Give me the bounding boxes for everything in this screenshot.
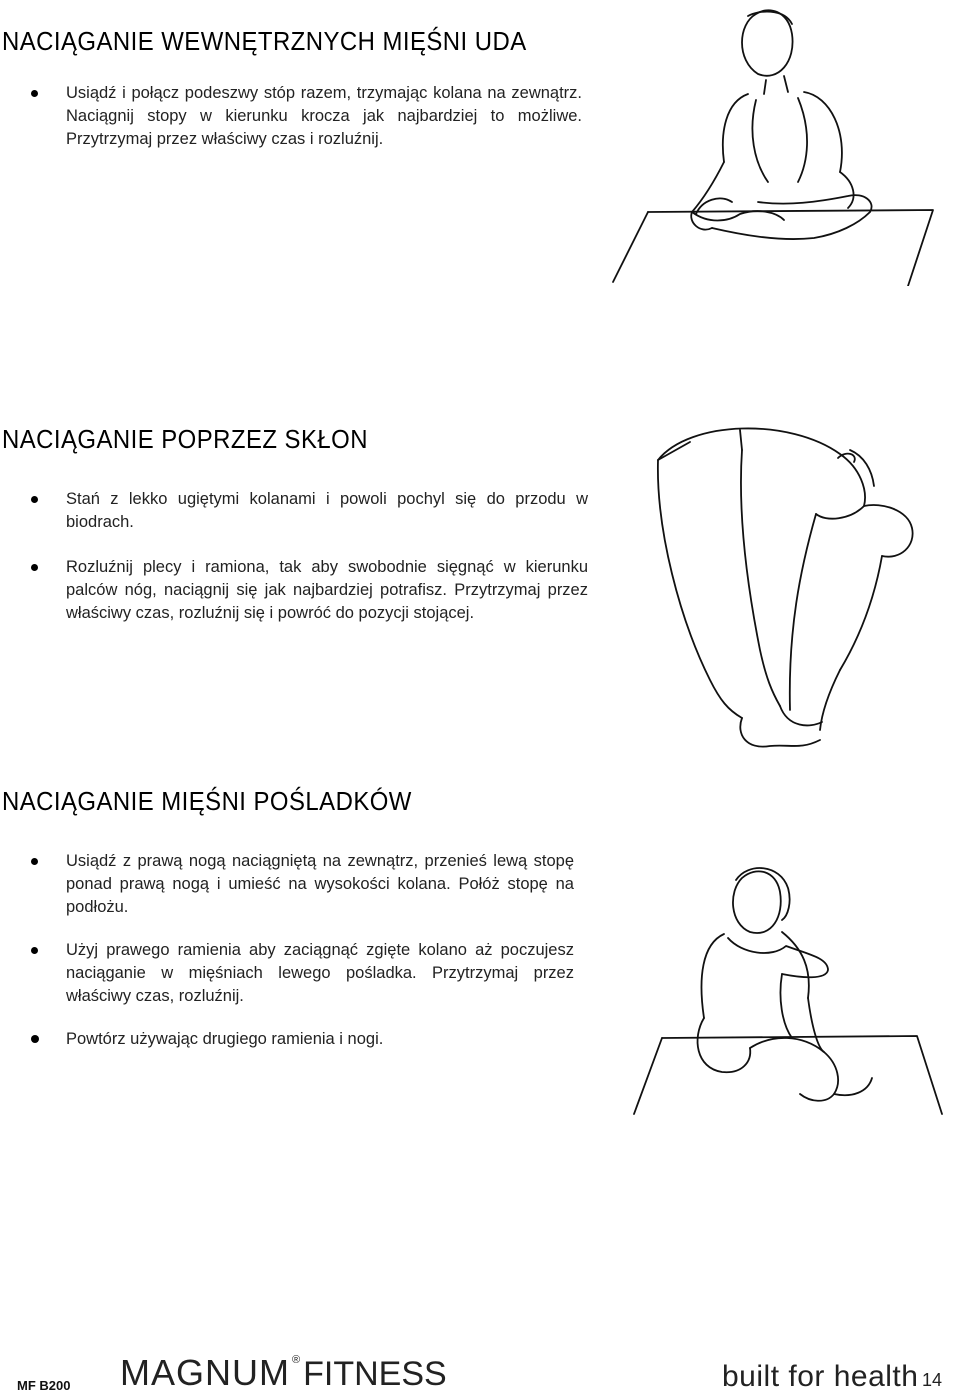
bullet-icon <box>31 90 38 97</box>
tagline: built for health <box>722 1360 919 1393</box>
seated-glute-stretch-illustration <box>632 858 944 1116</box>
section-title-glutes: NACIĄGANIE MIĘŚNI POŚLADKÓW <box>2 786 412 816</box>
registered-mark: ® <box>292 1354 302 1366</box>
list-item: Powtórz używając drugiego ramienia i nogi. <box>30 1028 574 1051</box>
bullet-list-forward-bend <box>30 488 588 625</box>
bullet-icon <box>31 858 38 865</box>
bullet-list-glutes <box>30 850 574 1051</box>
section-title-inner-thigh: NACIĄGANIE WEWNĘTRZNYCH MIĘŚNI UDA <box>2 26 527 56</box>
bullet-icon <box>31 564 38 571</box>
brand-magnum: MAGNUM <box>120 1352 290 1393</box>
list-item: Stań z lekko ugiętymi kolanami i powoli pochyl się do przodu w biodrach. <box>30 488 588 534</box>
page-number: 14 <box>922 1370 943 1390</box>
list-item: Usiądź i połącz podeszwy stóp razem, trzymając kolana na zewnątrz. Naciągnij stopy w kierunku krocza jak najbardziej to możliwe. Przytrzymaj przez właściwy czas i rozluźnij. <box>30 82 582 151</box>
brand-logo <box>120 1352 447 1394</box>
seated-butterfly-stretch-illustration <box>608 2 948 286</box>
list-item: Usiądź z prawą nogą naciągniętą na zewnątrz, przenieś lewą stopę ponad prawą nogą i umieść na wysokości kolana. Połóż stopę na podłożu. <box>30 850 574 919</box>
section-title-forward-bend: NACIĄGANIE POPRZEZ SKŁON <box>2 424 368 454</box>
bullet-list-inner-thigh <box>30 82 582 151</box>
list-item: Użyj prawego ramienia aby zaciągnąć zgięte kolano aż poczujesz naciąganie w mięśniach lewego pośladka. Przytrzymaj przez właściwy czas, rozluźnij. <box>30 939 574 1008</box>
forward-bend-stretch-illustration <box>650 410 926 770</box>
brand-fitness: FITNESS <box>303 1355 447 1393</box>
bullet-icon <box>31 947 38 954</box>
list-item: Rozluźnij plecy i ramiona, tak aby swobodnie sięgnąć w kierunku palców nóg, naciągnij się jak najbardziej potrafisz. Przytrzymaj przez właściwy czas, rozluźnij się i powróć do pozycji stojącej. <box>30 556 588 625</box>
model-label: MF B200 <box>17 1378 71 1393</box>
bullet-icon <box>31 1035 39 1043</box>
bullet-icon <box>31 496 38 503</box>
